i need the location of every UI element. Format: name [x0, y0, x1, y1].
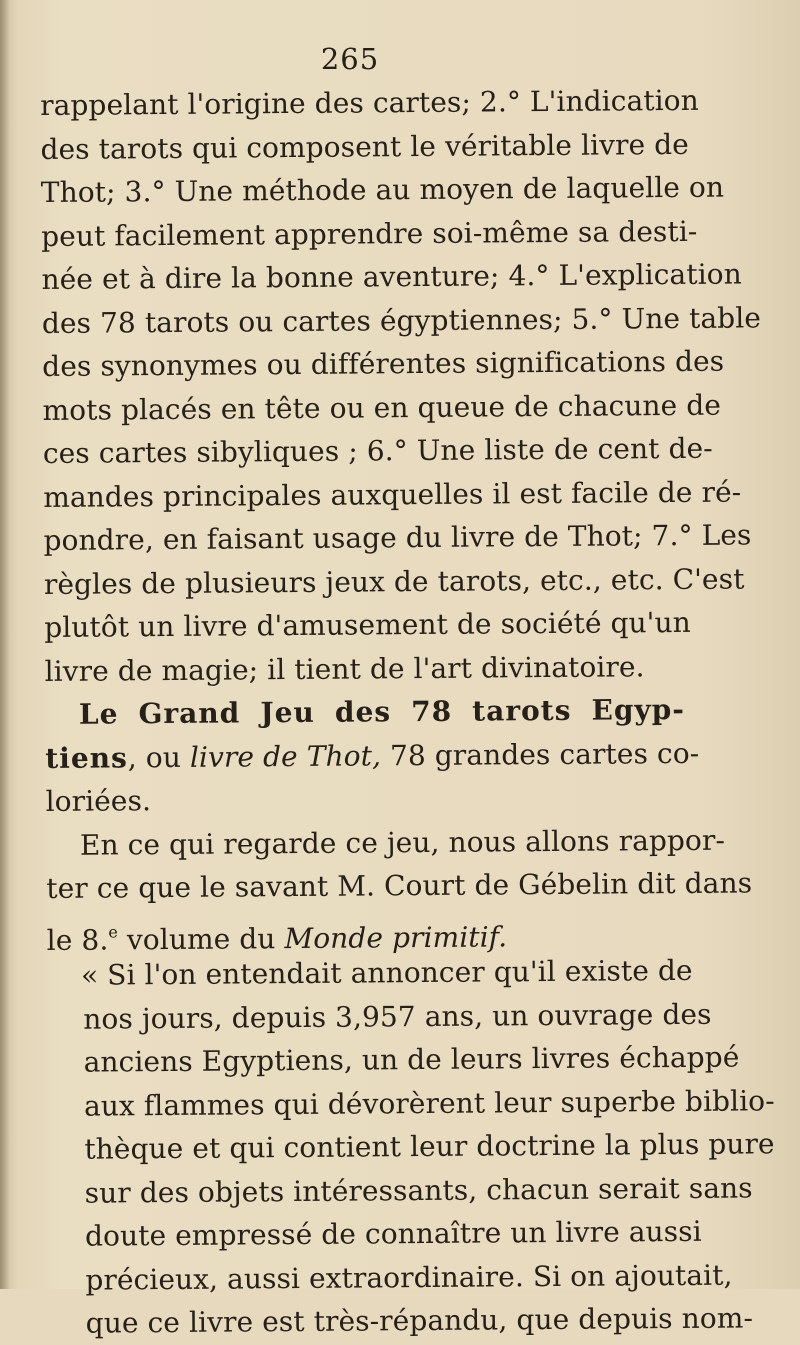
- entry-title-line: [45, 731, 685, 780]
- text-line: ter ce que le savant M. Court de Gébelin dit dans: [46, 862, 686, 911]
- text-line: plutôt un livre d'amusement de société qu'un: [44, 601, 684, 650]
- text-line: ces cartes sibyliques ; 6.° Une liste de cent de-: [43, 427, 683, 476]
- text-line: née et à dire la bonne aventure; 4.° L'explication: [41, 253, 681, 302]
- text-fragment: volume du: [118, 922, 285, 956]
- quote-text: aux flammes qui dévorèrent leur superbe biblio-: [84, 1079, 688, 1127]
- text-line: [46, 905, 686, 954]
- text-line: rappelant l'origine des cartes; 2.° L'indication: [40, 79, 680, 128]
- entry-title-end: tiens: [45, 741, 128, 775]
- text-line: pondre, en faisant usage du livre de Thot; 7.° Les: [43, 514, 683, 563]
- quote-line: [48, 1036, 688, 1085]
- text-line: peut facilement apprendre soi-même sa desti-: [41, 209, 681, 258]
- quote-line: « Si l'on entendait annoncer qu'il existe de: [47, 949, 687, 998]
- quote-text: anciens Egyptiens, un de leurs livres échappé: [84, 1036, 688, 1084]
- text-fragment: 78 grandes cartes co-: [381, 736, 700, 771]
- entry-title-line: [45, 688, 685, 737]
- quote-line: [50, 1297, 690, 1345]
- text-line: des synonymes ou différentes significations des: [42, 340, 682, 389]
- quote-text: précieux, aussi extraordinaire. Si on ajoutait,: [85, 1253, 689, 1301]
- quote-line: [49, 1210, 689, 1259]
- quote-text: sur des objets intéressants, chacun serait sans: [85, 1166, 689, 1214]
- quote-text: thèque et qui contient leur doctrine la plus pure: [84, 1123, 688, 1171]
- quote-line: [48, 1123, 688, 1172]
- page-gutter-shadow: [0, 0, 10, 1289]
- quote-text: nos jours, depuis 3,957 ans, un ouvrage des: [83, 992, 687, 1040]
- quote-line: [49, 1253, 689, 1302]
- text-line: des tarots qui composent le véritable livre de: [40, 122, 680, 171]
- quote-line: [47, 992, 687, 1041]
- text-line: règles de plusieurs jeux de tarots, etc., etc. C'est: [44, 557, 684, 606]
- text-fragment: , ou: [128, 740, 190, 773]
- page-text: [40, 79, 690, 1345]
- italic-title: Monde primitif.: [284, 920, 507, 955]
- quote-text: doute empressé de connaître un livre aussi: [85, 1210, 689, 1258]
- text-line: loriées.: [45, 775, 685, 824]
- text-line: mandes principales auxquelles il est facile de ré-: [43, 470, 683, 519]
- quote-text: que ce livre est très-répandu, que depuis nom-: [86, 1297, 690, 1345]
- page-number: 265: [0, 42, 700, 76]
- text-line: En ce qui regarde ce jeu, nous allons rappor-: [46, 818, 686, 867]
- quote-line: [49, 1166, 689, 1215]
- text-line: livre de magie; il tient de l'art divinatoire.: [44, 644, 684, 693]
- text-line: Thot; 3.° Une méthode au moyen de laquelle on: [41, 166, 681, 215]
- entry-title: Le Grand Jeu des 78 tarots Egyp-: [79, 693, 685, 731]
- text-fragment: le 8.: [47, 923, 109, 956]
- quote-line: [48, 1079, 688, 1128]
- italic-title: livre de Thot,: [190, 739, 381, 773]
- text-line: mots placés en tête ou en queue de chacune de: [42, 383, 682, 432]
- text-line: des 78 tarots ou cartes égyptiennes; 5.° Une table: [42, 296, 682, 345]
- superscript: e: [108, 922, 118, 941]
